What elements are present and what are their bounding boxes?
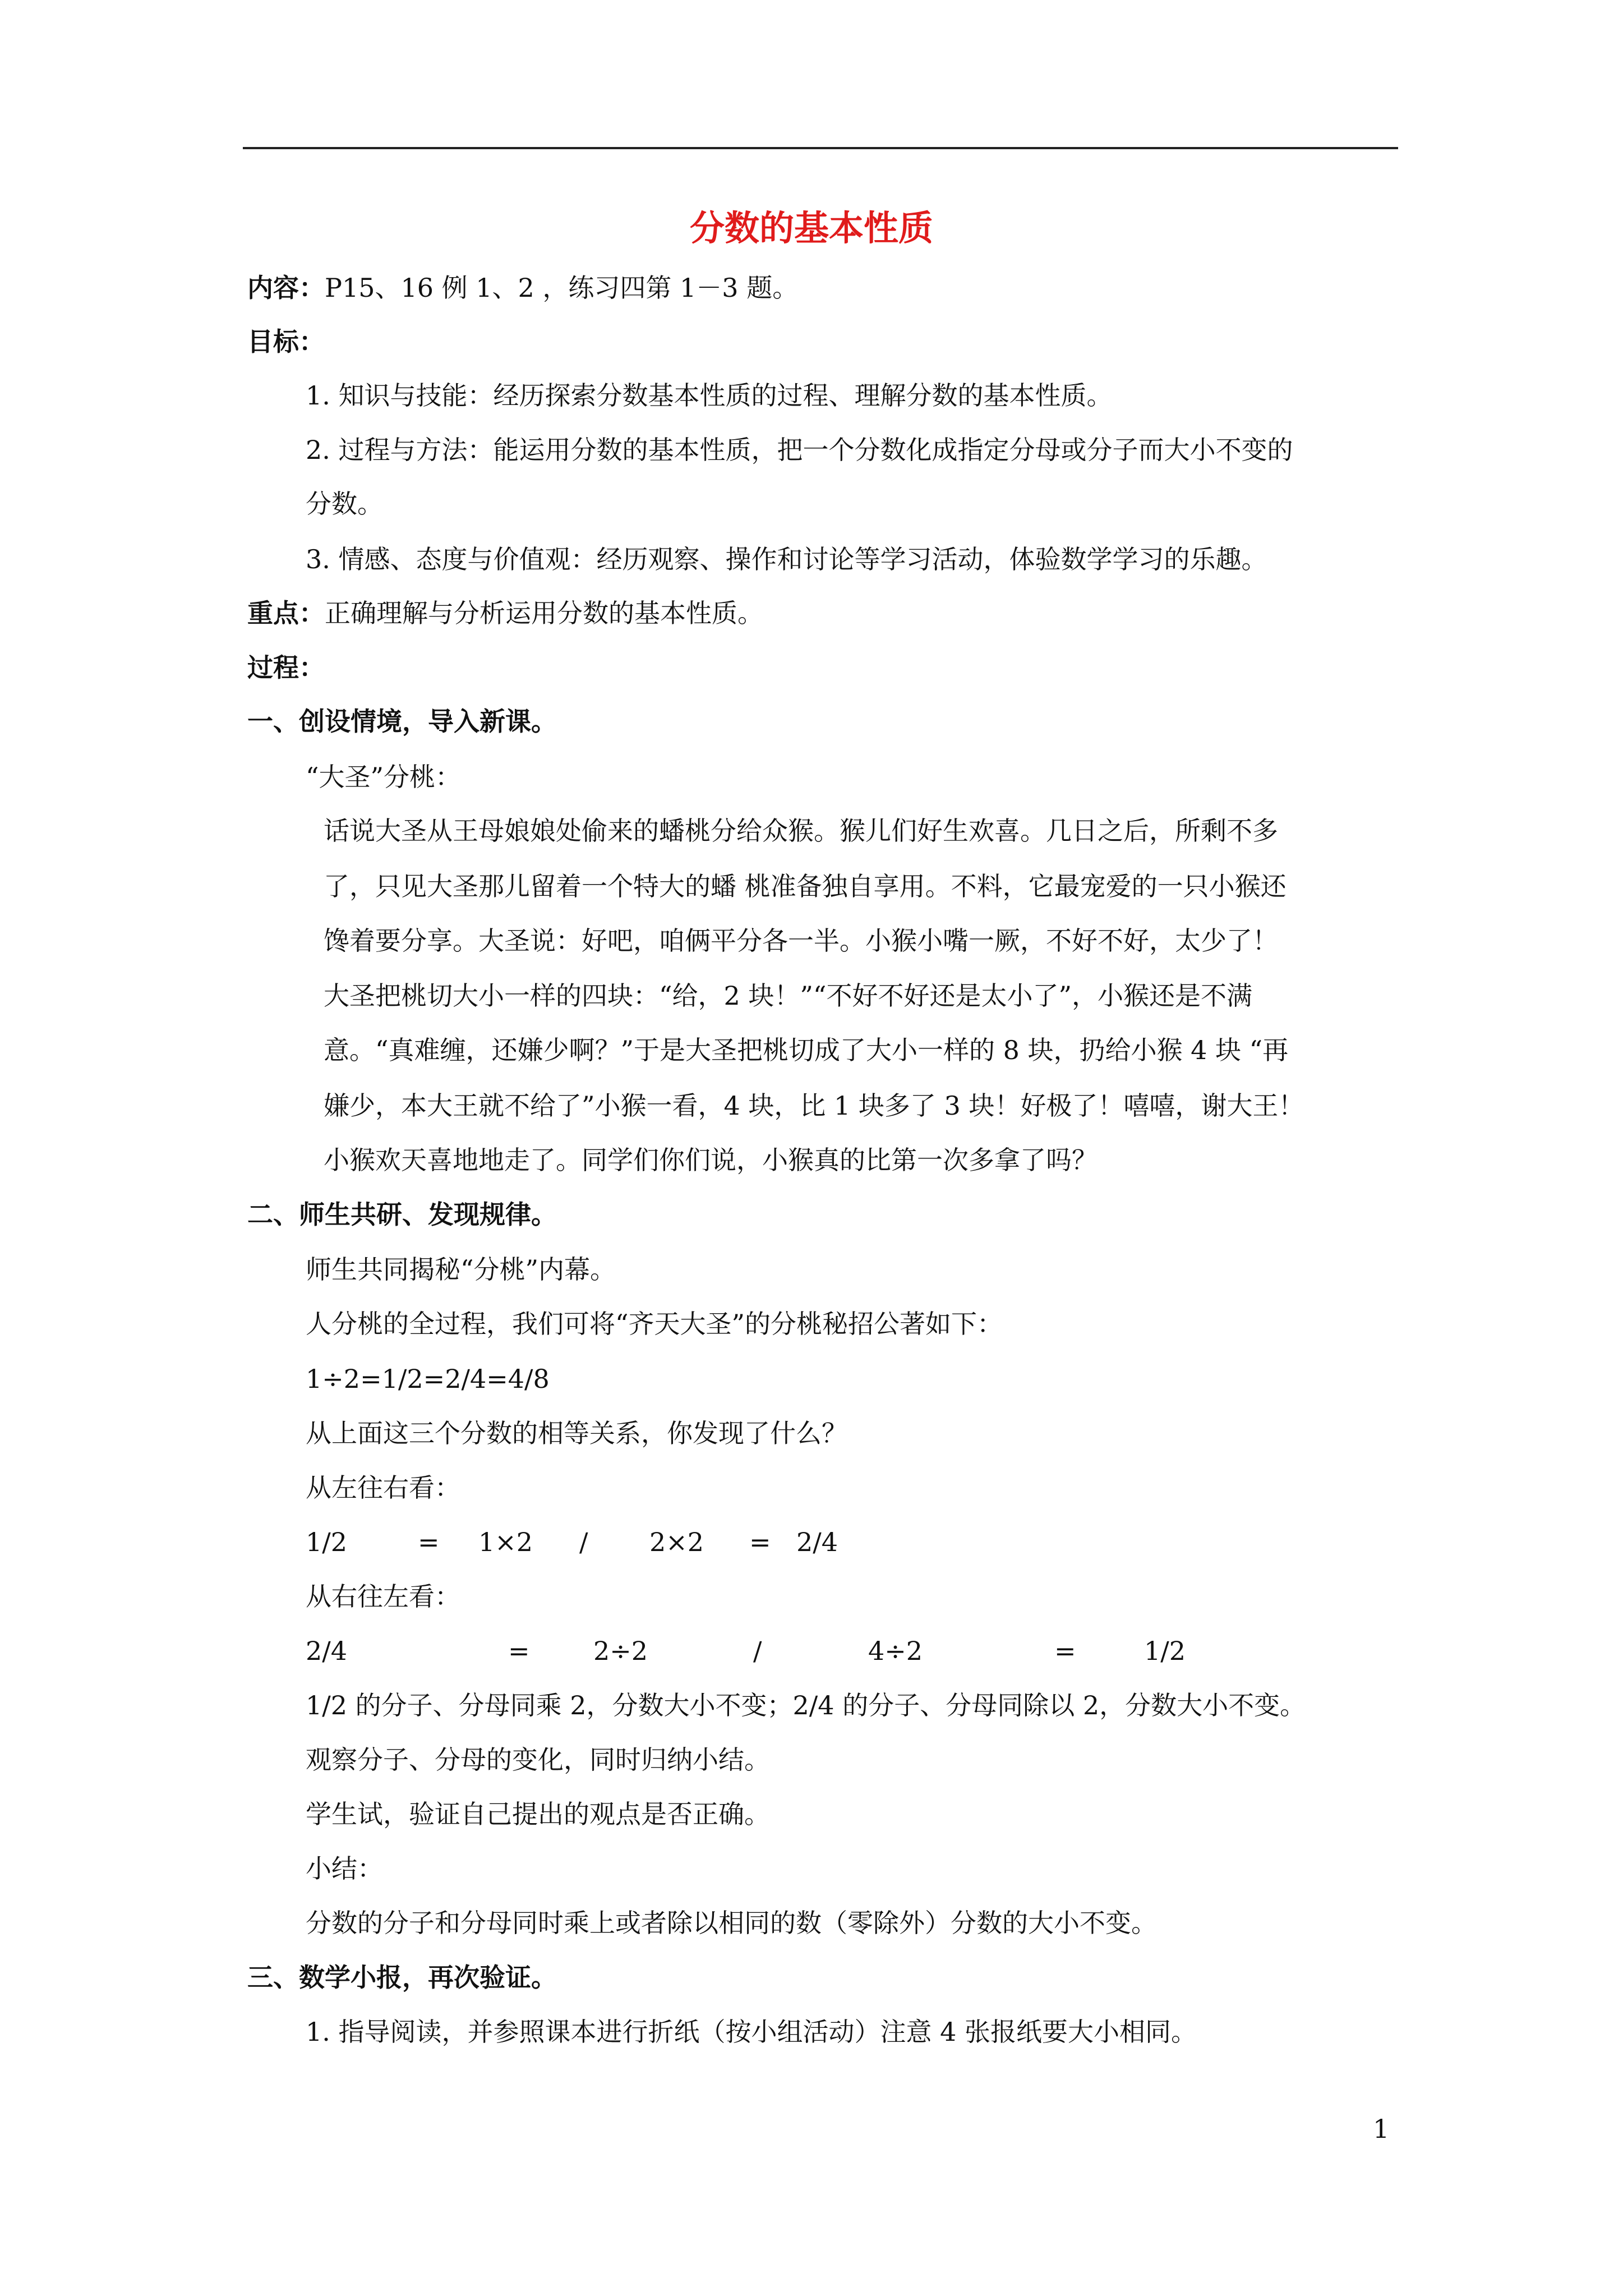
equation-chain: 1÷2=1/2=2/4=4/8	[306, 1364, 550, 1394]
key-point-line	[247, 593, 763, 633]
eq2-term: /	[753, 1636, 762, 1666]
story-line: 馋着要分享。大圣说：好吧，咱俩平分各一半。小猴小嘴一厥，不好不好，太少了！	[324, 926, 1278, 956]
story-line: 大圣把桃切大小一样的四块：“给，2 块！”“不好不好还是太小了”，小猴还是不满	[324, 981, 1252, 1011]
summary-label: 小结：	[306, 1853, 383, 1884]
section-2-line: 人分桃的全过程，我们可将“齐天大圣”的分桃秘招公著如下：	[306, 1309, 1003, 1339]
summary-text: 分数的分子和分母同时乘上或者除以相同的数（零除外）分数的大小不变。	[306, 1908, 1157, 1938]
eq1-term: /	[579, 1527, 588, 1557]
page-number: 1	[1373, 2114, 1390, 2144]
eq2-term: =	[508, 1636, 530, 1666]
section-2-line: 从上面这三个分数的相等关系，你发现了什么？	[306, 1418, 847, 1448]
goal-2-line-1: 2. 过程与方法：能运用分数的基本性质，把一个分数化成指定分母或分子而大小不变的	[306, 435, 1293, 465]
goal-3: 3. 情感、态度与价值观：经历观察、操作和讨论等学习活动，体验数学学习的乐趣。	[306, 544, 1267, 574]
section-2-line: 观察分子、分母的变化，同时归纳小结。	[306, 1745, 770, 1775]
eq1-term: 1×2	[478, 1527, 533, 1557]
section-2-heading: 二、师生共研、发现规律。	[247, 1199, 557, 1230]
key-point-text: 正确理解与分析运用分数的基本性质。	[325, 598, 763, 628]
process-label: 过程：	[247, 652, 325, 683]
eq2-term: =	[1054, 1636, 1076, 1666]
eq1-term: 1/2	[306, 1527, 348, 1557]
section-2-line: 学生试，验证自己提出的观点是否正确。	[306, 1799, 770, 1829]
section-2-line: 从左往右看：	[306, 1473, 460, 1503]
section-2-line: 1/2 的分子、分母同乘 2，分数大小不变；2/4 的分子、分母同除以 2，分数大小不变。	[306, 1690, 1306, 1720]
equation-right-to-left	[0, 1631, 1623, 1671]
content-label: 内容：	[247, 273, 325, 303]
story-title: “大圣”分桃：	[306, 762, 462, 792]
story-line: 话说大圣从王母娘娘处偷来的蟠桃分给众猴。猴儿们好生欢喜。几日之后，所剩不多	[324, 816, 1278, 846]
eq2-term: 1/2	[1144, 1636, 1186, 1666]
content-line	[247, 268, 798, 307]
equation-left-to-right	[0, 1522, 1623, 1562]
goal-1: 1. 知识与技能：经历探索分数基本性质的过程、理解分数的基本性质。	[306, 380, 1113, 411]
story-line: 了，只见大圣那儿留着一个特大的蟠 桃准备独自享用。不料，它最宠爱的一只小猴还	[324, 871, 1287, 901]
section-3-line: 1. 指导阅读，并参照课本进行折纸（按小组活动）注意 4 张报纸要大小相同。	[306, 2017, 1197, 2047]
story-line: 嫌少，本大王就不给了”小猴一看，4 块，比 1 块多了 3 块！好极了！嘻嘻，谢大王！	[324, 1091, 1304, 1121]
eq1-term: 2×2	[649, 1527, 704, 1557]
eq1-term: 2/4	[796, 1527, 838, 1557]
section-3-heading: 三、数学小报，再次验证。	[247, 1962, 557, 1993]
section-1-heading: 一、创设情境，导入新课。	[247, 706, 557, 737]
story-line: 小猴欢天喜地地走了。同学们你们说，小猴真的比第一次多拿了吗？	[324, 1145, 1098, 1175]
key-point-label: 重点：	[247, 598, 325, 628]
eq2-term: 2/4	[306, 1636, 348, 1666]
content-text: P15、16 例 1、2 ，练习四第 1－3 题。	[325, 273, 799, 303]
goal-2-line-2: 分数。	[306, 489, 383, 519]
story-line: 意。“真难缠，还嫌少啊？”于是大圣把桃切成了大小一样的 8 块，扔给小猴 4 块 “再	[324, 1035, 1289, 1065]
eq2-term: 4÷2	[868, 1636, 923, 1666]
eq1-term: =	[749, 1527, 771, 1557]
section-2-line: 师生共同揭秘“分桃”内幕。	[306, 1254, 616, 1285]
eq2-term: 2÷2	[593, 1636, 648, 1666]
header-rule	[243, 147, 1398, 149]
goals-label: 目标：	[247, 326, 325, 357]
page-title: 分数的基本性质	[689, 208, 933, 249]
eq1-term: =	[418, 1527, 440, 1557]
section-2-line: 从右往左看：	[306, 1581, 460, 1612]
